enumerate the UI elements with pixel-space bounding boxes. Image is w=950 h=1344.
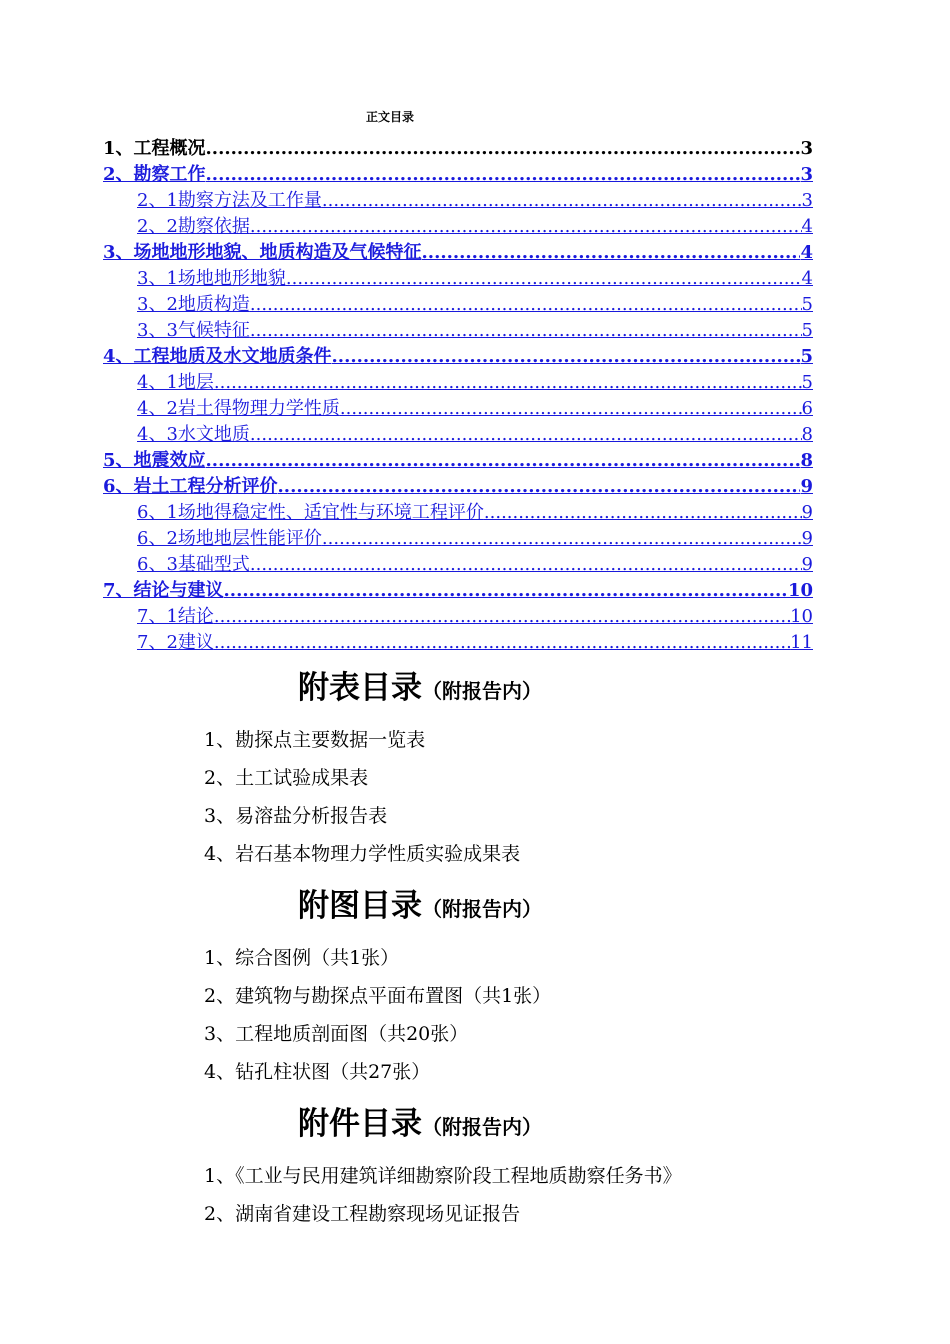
toc-entry-title: 2、2勘察依据 xyxy=(137,216,250,237)
attachments-title: 附件目录 xyxy=(298,1106,422,1142)
toc-leader-dots xyxy=(206,162,801,188)
toc-leader-dots xyxy=(286,266,802,292)
list-item: 3、易溶盐分析报告表 xyxy=(204,805,388,827)
toc-entry-title: 2、1勘察方法及工作量 xyxy=(137,190,322,211)
toc-entry-page: 11 xyxy=(790,632,813,653)
attachments-list xyxy=(204,1157,682,1233)
toc-entry[interactable] xyxy=(103,448,813,474)
figures-note: （附报告内） xyxy=(422,897,542,921)
toc-entry-title: 3、2地质构造 xyxy=(137,294,250,315)
list-item: 2、湖南省建设工程勘察现场见证报告 xyxy=(204,1203,521,1225)
toc-entry-page: 4 xyxy=(801,268,813,289)
toc-entry-title: 7、结论与建议 xyxy=(103,580,224,601)
toc-entry-title: 6、3基础型式 xyxy=(137,554,250,575)
toc-entry[interactable] xyxy=(103,500,813,526)
tables-note: （附报告内） xyxy=(422,679,542,703)
toc-leader-dots xyxy=(214,604,790,630)
toc-entry-title: 4、1地层 xyxy=(137,372,214,393)
toc-entry-page: 8 xyxy=(801,424,813,445)
list-item: 4、岩石基本物理力学性质实验成果表 xyxy=(204,843,521,865)
toc-entry-page: 3 xyxy=(801,190,813,211)
toc-entry[interactable] xyxy=(103,318,813,344)
toc-entry-page: 5 xyxy=(801,320,813,341)
list-item: 1、《工业与民用建筑详细勘察阶段工程地质勘察任务书》 xyxy=(204,1165,682,1187)
toc-entry-title: 1、工程概况 xyxy=(103,138,206,159)
toc-entry[interactable] xyxy=(103,214,813,240)
toc-leader-dots xyxy=(250,214,802,240)
toc-entry[interactable] xyxy=(103,240,813,266)
toc-leader-dots xyxy=(206,136,801,162)
toc-entry-page: 9 xyxy=(800,476,813,497)
toc-entry-page: 10 xyxy=(787,580,813,601)
toc-entry[interactable] xyxy=(103,396,813,422)
list-item: 1、勘探点主要数据一览表 xyxy=(204,729,426,751)
toc-leader-dots xyxy=(214,370,802,396)
toc-entry[interactable] xyxy=(103,474,813,500)
toc-entry-title: 3、场地地形地貌、地质构造及气候特征 xyxy=(103,242,422,263)
toc-leader-dots xyxy=(250,422,802,448)
toc-entry-title: 4、3水文地质 xyxy=(137,424,250,445)
figures-section-title xyxy=(0,880,840,925)
list-item: 3、工程地质剖面图（共20张） xyxy=(204,1023,469,1045)
toc-entry xyxy=(103,136,813,162)
toc-leader-dots xyxy=(332,344,801,370)
toc-entry-page: 5 xyxy=(800,346,813,367)
toc-entry-page: 6 xyxy=(801,398,813,419)
toc-entry[interactable] xyxy=(103,266,813,292)
toc-entry-title: 4、2岩土得物理力学性质 xyxy=(137,398,340,419)
toc-entry[interactable] xyxy=(103,422,813,448)
toc-leader-dots xyxy=(206,448,801,474)
toc-leader-dots xyxy=(322,188,802,214)
toc-leader-dots xyxy=(224,578,788,604)
list-item: 2、土工试验成果表 xyxy=(204,767,369,789)
toc-entry-page: 3 xyxy=(800,164,813,185)
tables-title: 附表目录 xyxy=(298,670,422,706)
toc-leader-dots xyxy=(484,500,802,526)
toc-entry-page: 4 xyxy=(801,216,813,237)
toc-leader-dots xyxy=(214,630,790,656)
toc-leader-dots xyxy=(340,396,802,422)
toc-entry-title: 7、2建议 xyxy=(137,632,214,653)
toc-entry-title: 3、3气候特征 xyxy=(137,320,250,341)
tables-list xyxy=(204,721,520,873)
toc-entry-title: 6、2场地地层性能评价 xyxy=(137,528,322,549)
list-item: 2、建筑物与勘探点平面布置图（共1张） xyxy=(204,985,552,1007)
toc-entry-title: 3、1场地地形地貌 xyxy=(137,268,286,289)
toc-entry[interactable] xyxy=(103,370,813,396)
toc-entry-title: 6、1场地得稳定性、适宜性与环境工程评价 xyxy=(137,502,484,523)
toc-entry[interactable] xyxy=(103,188,813,214)
toc-entry[interactable] xyxy=(103,344,813,370)
toc-leader-dots xyxy=(250,318,802,344)
toc-entry-page: 9 xyxy=(801,502,813,523)
toc-leader-dots xyxy=(322,526,802,552)
toc-entry[interactable] xyxy=(103,578,813,604)
toc-entry-page: 9 xyxy=(801,554,813,575)
toc-entry-title: 4、工程地质及水文地质条件 xyxy=(103,346,332,367)
figures-list xyxy=(204,939,551,1091)
toc-entry[interactable] xyxy=(103,630,813,656)
toc-entry-page: 9 xyxy=(801,528,813,549)
toc-heading: 正文目录 xyxy=(365,110,414,124)
tables-section-title xyxy=(0,662,840,707)
toc-entry-title: 2、勘察工作 xyxy=(103,164,206,185)
attachments-section-title xyxy=(0,1098,840,1143)
toc-leader-dots xyxy=(250,552,802,578)
toc-entry[interactable] xyxy=(103,526,813,552)
figures-title: 附图目录 xyxy=(298,888,422,924)
toc-entry-page: 3 xyxy=(800,138,813,159)
toc-entry[interactable] xyxy=(103,292,813,318)
toc-entry-page: 5 xyxy=(801,372,813,393)
toc-entry-page: 5 xyxy=(801,294,813,315)
attachments-note: （附报告内） xyxy=(422,1115,542,1139)
list-item: 1、综合图例（共1张） xyxy=(204,947,400,969)
toc-leader-dots xyxy=(250,292,802,318)
toc-entry-page: 8 xyxy=(800,450,813,471)
toc-entry[interactable] xyxy=(103,552,813,578)
toc-entry[interactable] xyxy=(103,162,813,188)
list-item: 4、钻孔柱状图（共27张） xyxy=(204,1061,431,1083)
toc-entry-title: 5、地震效应 xyxy=(103,450,206,471)
toc-entry[interactable] xyxy=(103,604,813,630)
toc-leader-dots xyxy=(422,240,801,266)
toc-entry-page: 10 xyxy=(790,606,813,627)
toc-entry-title: 7、1结论 xyxy=(137,606,214,627)
toc-leader-dots xyxy=(278,474,801,500)
table-of-contents xyxy=(103,136,813,656)
toc-entry-page: 4 xyxy=(800,242,813,263)
toc-entry-title: 6、岩土工程分析评价 xyxy=(103,476,278,497)
